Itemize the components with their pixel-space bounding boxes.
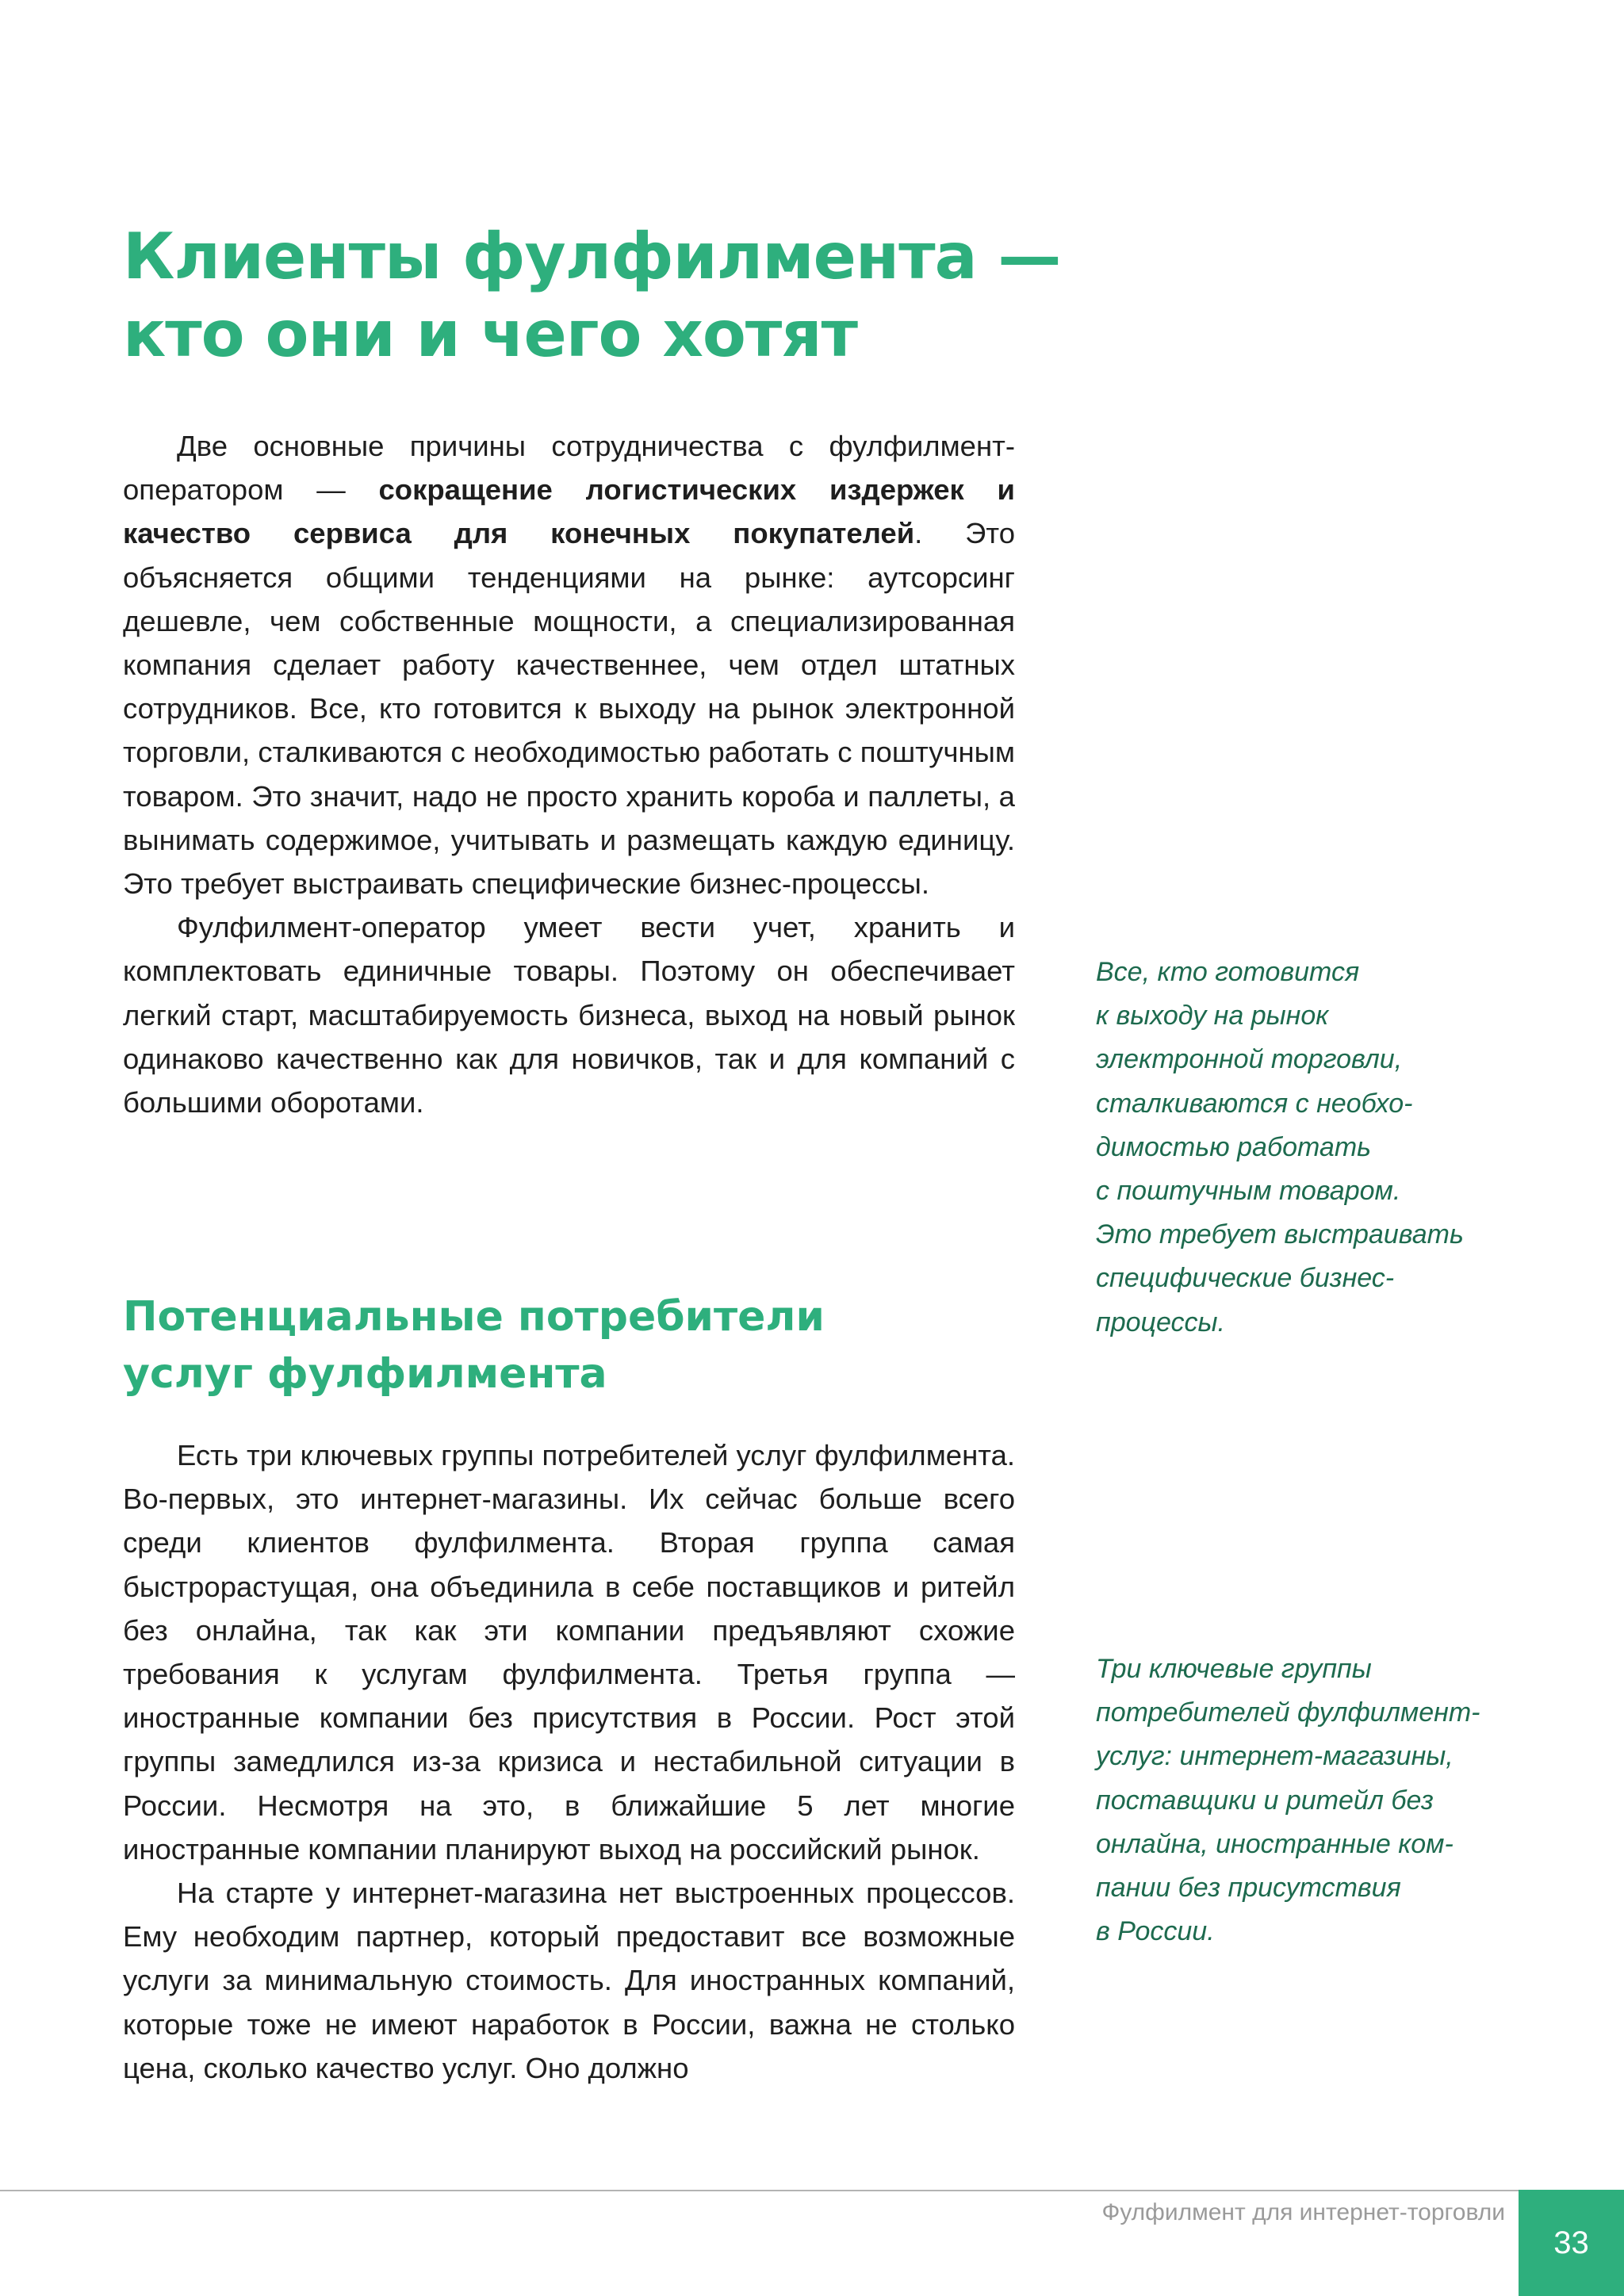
section-1-paragraph-2: Фулфилмент-оператор умеет вести учет, хранить и комплектовать единичные товары. Поэтому он обеспечивает легкий старт, масштабируемость бизнеса, выход на новый рынок одинаково качественно как для новичков, так и для компаний с большими оборотами.	[123, 911, 1015, 1119]
pull-quote-2-line: пании без присутствия	[1096, 1873, 1401, 1904]
pull-quote-1-line: специфические бизнес-	[1096, 1263, 1395, 1294]
section-heading-line-2: услуг фулфилмента	[123, 1350, 607, 1398]
section-2-body	[123, 1433, 1015, 2090]
section-1-paragraph-1-rest: . Это объясняется общими тенденциями на рынке: аутсорсинг дешевле, чем собственные мощности, а специализированная компания сделает работу качественнее, чем отдел штатных сотрудников. Все, кто готовится к выходу на рынок электронной торговли, сталкиваются с необходимостью работать с поштучным товаром. Это значит, надо не просто хранить короба и паллеты, а вынимать содержимое, учитывать и размещать каждую единицу. Это требует выстраивать специфические бизнес-процессы.	[123, 517, 1016, 901]
footer-divider	[0, 2190, 1519, 2191]
pull-quote-1-line: Все, кто готовится	[1096, 957, 1360, 987]
page-number-box	[1519, 2190, 1624, 2296]
pull-quote-2-line: поставщики и ритейл без	[1096, 1785, 1434, 1816]
pull-quote-1-line: димостью работать	[1096, 1131, 1372, 1162]
pull-quote-2-line: услуг: интернет-магазины,	[1096, 1741, 1454, 1772]
page-title-line-1: Клиенты фулфилмента —	[123, 220, 1061, 293]
section-heading	[123, 1288, 995, 1402]
section-2-paragraph-1: Есть три ключевых группы потребителей услуг фулфилмента. Во-первых, это интернет-магазины. Их сейчас больше всего среди клиентов фулфилмента. Вторая группа самая быстрорастущая, она объединила в себе поставщиков и ритейл без онлайна, так как эти компании предъявляют схожие требования к услугам фулфилмента. Третья группа — иностранные компании без присутствия в России. Рост этой группы замедлился из-за кризиса и нестабильной ситуации в России. Несмотря на это, в ближайшие 5 лет многие иностранные компании планируют выход на российский рынок.	[123, 1439, 1016, 1866]
pull-quote-1-line: сталкиваются с необхо-	[1096, 1088, 1413, 1119]
pull-quote-1-line: электронной торговли,	[1096, 1044, 1403, 1075]
pull-quote-2-line: в России.	[1096, 1916, 1215, 1947]
page-title-line-2: кто они и чего хотят	[123, 297, 857, 371]
pull-quote-2	[1096, 1647, 1540, 1954]
section-1-paragraph-1-lead: Две основные причины сотрудничества с фулфилмент-оператором —	[123, 430, 1015, 507]
section-2-paragraph-2: На старте у интернет-магазина нет выстроенных процессов. Ему необходим партнер, который предоставит все возможные услуги за минимальную стоимость. Для иностранных компаний, которые тоже не имеют наработок в России, важна не столько цена, сколько качество услуг. Оно должно	[123, 1877, 1015, 2084]
pull-quote-2-line: потребителей фулфилмент-	[1096, 1697, 1480, 1728]
section-heading-line-1: Потенциальные потребители	[123, 1293, 825, 1341]
footer-title: Фулфилмент для интернет-торговли	[1101, 2199, 1505, 2225]
section-1-paragraph-1	[123, 424, 1015, 905]
page-title	[123, 218, 1074, 373]
section-1-paragraph-1-bold: сокращение логистических издержек и качество сервиса для конечных покупателей	[123, 473, 1015, 550]
pull-quote-1-line: к выходу на рынок	[1096, 1001, 1329, 1031]
pull-quote-2-line: Три ключевые группы	[1096, 1654, 1372, 1684]
page-number: 33	[1553, 2225, 1589, 2260]
pull-quote-1-line: с поштучным товаром.	[1096, 1176, 1401, 1207]
pull-quote-1-line: процессы.	[1096, 1307, 1225, 1337]
pull-quote-1-line: Это требует выстраивать	[1096, 1219, 1464, 1250]
section-1-body	[123, 424, 1015, 1124]
pull-quote-1	[1096, 951, 1540, 1345]
pull-quote-2-line: онлайна, иностранные ком-	[1096, 1828, 1454, 1859]
